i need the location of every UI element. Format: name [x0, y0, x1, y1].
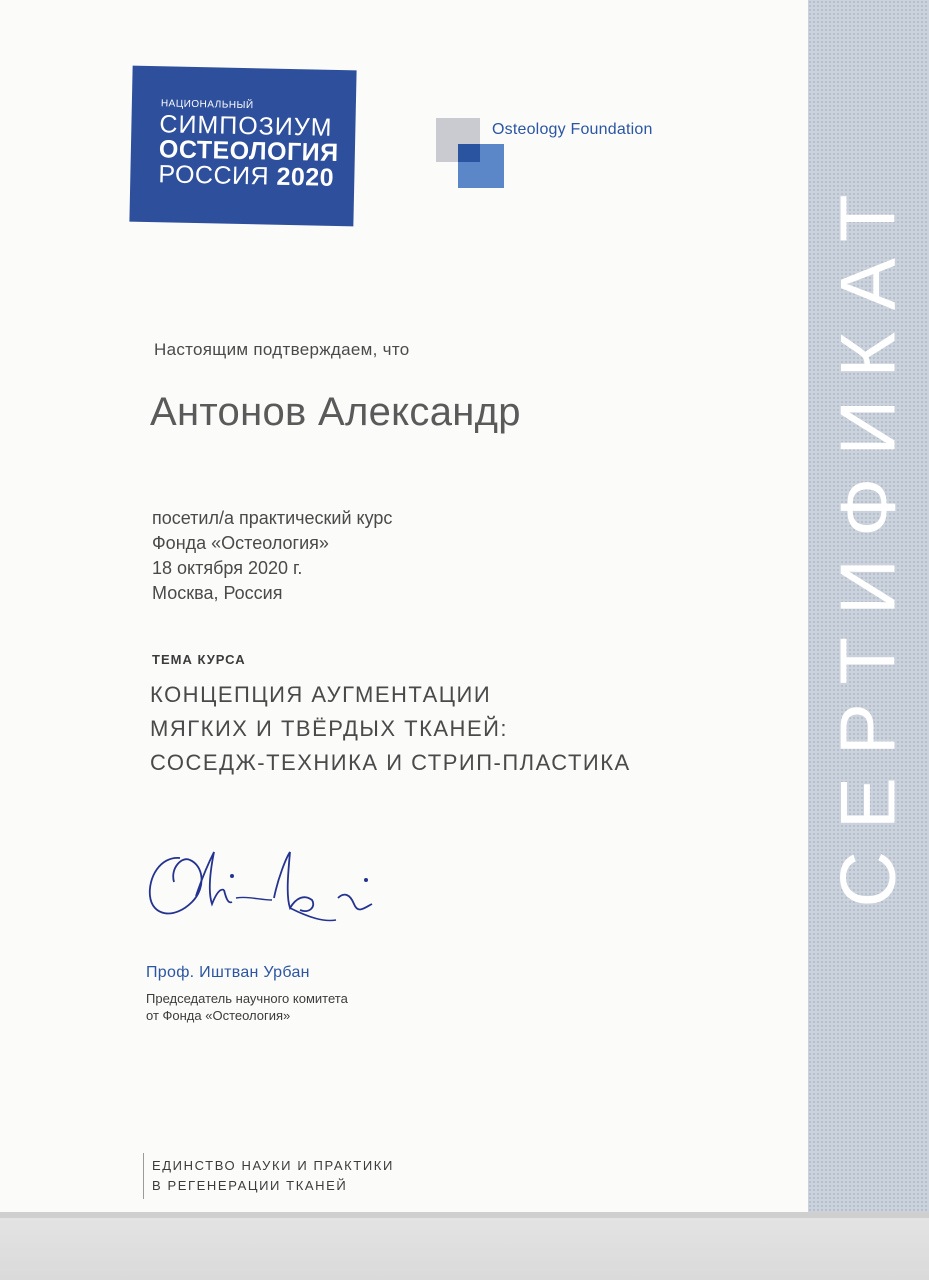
logo-line-symposium: СИМПОЗИУМ [159, 110, 333, 142]
intro-text: Настоящим подтверждаем, что [154, 340, 410, 359]
course-line: Фонда «Остеология» [152, 533, 329, 553]
course-location: Москва, Россия [152, 583, 283, 603]
logo-line-national: НАЦИОНАЛЬНЫЙ [160, 98, 254, 112]
topic-label: ТЕМА КУРСА [152, 652, 246, 667]
logo-russia-text: РОССИЯ [158, 160, 270, 191]
footer-divider [143, 1153, 144, 1199]
logo-line-osteology: ОСТЕОЛОГИЯ [158, 135, 339, 168]
logo-year: 2020 [276, 162, 335, 192]
topic-line: КОНЦЕПЦИЯ АУГМЕНТАЦИИ [150, 682, 492, 707]
bottom-strip [0, 1212, 929, 1280]
symposium-logo [129, 66, 356, 227]
topic-title [150, 678, 631, 780]
signatory-role-line: Председатель научного комитета [146, 991, 348, 1006]
signatory-role-line: от Фонда «Остеология» [146, 1008, 291, 1023]
logo-line-russia [158, 161, 334, 191]
course-date: 18 октября 2020 г. [152, 558, 303, 578]
course-line: посетил/а практический курс [152, 508, 393, 528]
signatory-name: Проф. Иштван Урбан [146, 964, 310, 981]
signatory-role [146, 990, 348, 1024]
topic-line: МЯГКИХ И ТВЁРДЫХ ТКАНЕЙ: [150, 716, 509, 741]
osteology-foundation-text: Osteology Foundation [492, 121, 653, 138]
course-details [152, 506, 392, 606]
recipient-name: Антонов Александр [150, 390, 521, 434]
footer-slogan [152, 1156, 394, 1196]
topic-line: СОСЕДЖ-ТЕХНИКА И СТРИП-ПЛАСТИКА [150, 750, 631, 775]
certificate-title: СЕРТИФИКАТ [823, 172, 912, 908]
footer-line: ЕДИНСТВО НАУКИ И ПРАКТИКИ [152, 1158, 394, 1173]
signature-image [140, 838, 390, 934]
footer-line: В РЕГЕНЕРАЦИИ ТКАНЕЙ [152, 1178, 348, 1193]
